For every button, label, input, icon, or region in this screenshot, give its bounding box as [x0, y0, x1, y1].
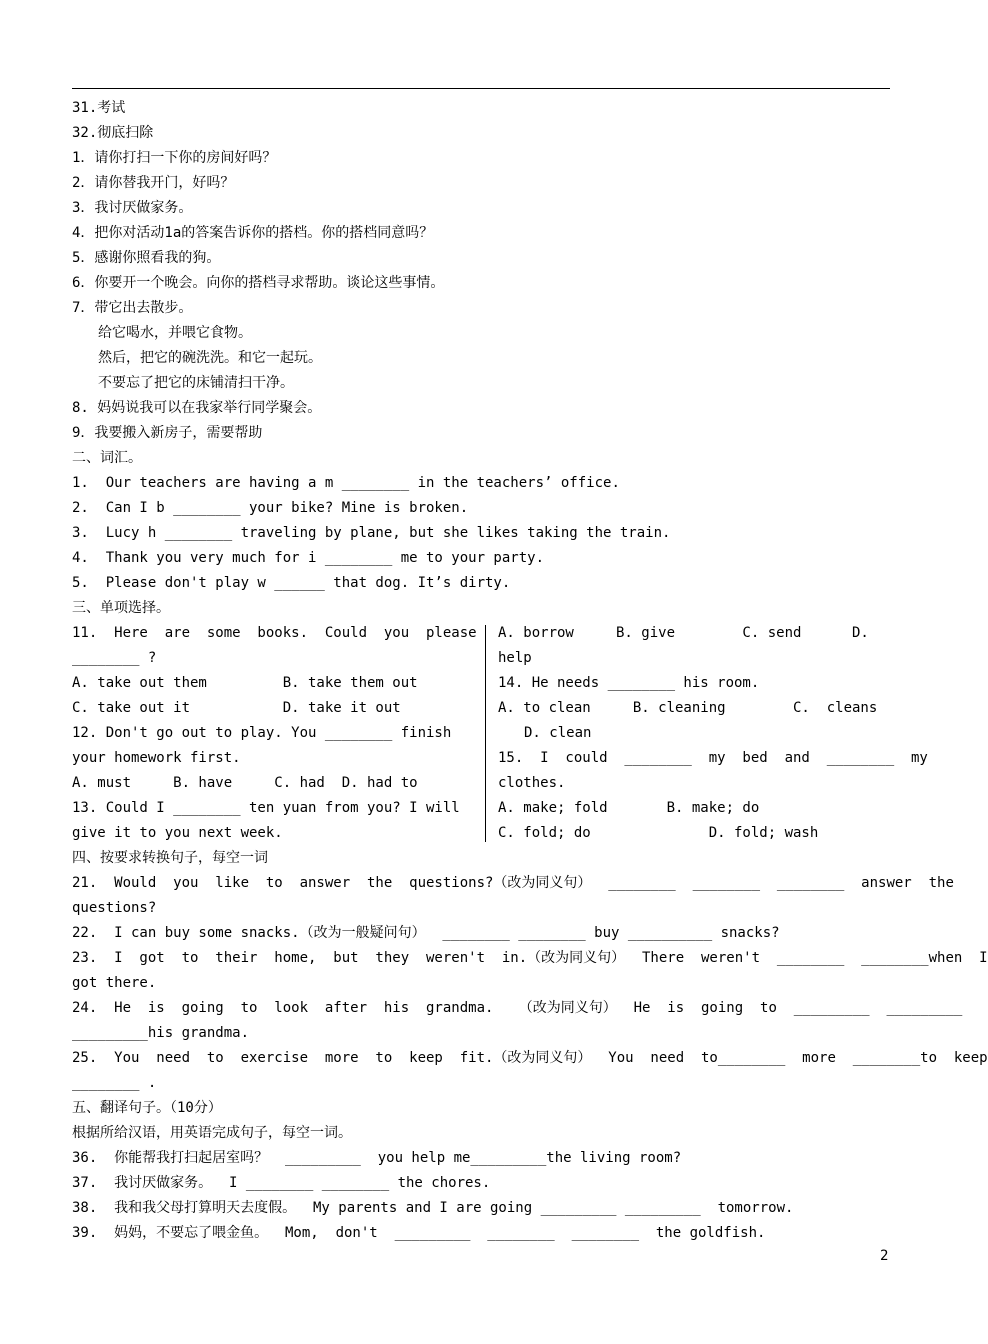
multiple-choice-right-column [498, 621, 928, 846]
translation-question: 39. 妈妈，不要忘了喂金鱼。 Mom, don't _________ ________ ________ the goldfish. [72, 1225, 766, 1241]
transform-line: _________his grandma. [72, 1025, 250, 1041]
choice-line: C. take out it D. take it out [72, 700, 401, 716]
sentence-line: 1．请你打扫一下你的房间好吗？ [72, 150, 277, 166]
sentence-line: 9．我要搬入新房子，需要帮助 [72, 425, 263, 441]
multiple-choice-left-column [72, 621, 477, 846]
sentence-continuation: 不要忘了把它的床铺清扫干净。 [98, 375, 294, 391]
choice-line: A. borrow B. give C. send D. [498, 625, 869, 641]
vocab-question: 2. Can I b ________ your bike? Mine is broken. [72, 500, 469, 516]
choice-line: D. clean [524, 725, 592, 741]
translation-question: 37. 我讨厌做家务。 I ________ ________ the chores. [72, 1175, 491, 1191]
vocab-question: 1. Our teachers are having a m ________ in the teachers’ office. [72, 475, 620, 491]
transform-line: ________ . [72, 1075, 157, 1091]
vocab-question: 5. Please don't play w ______ that dog. It’s dirty. [72, 575, 511, 591]
choice-line: A. to clean B. cleaning C. cleans [498, 700, 878, 716]
transform-line: 24. He is going to look after his grandma. （改为同义句） He is going to _________ _________ [72, 1000, 963, 1016]
choice-line: 12. Don't go out to play. You ________ finish [72, 725, 452, 741]
choice-line: 11. Here are some books. Could you please [72, 625, 477, 641]
translation-question: 36. 你能帮我打扫起居室吗？ _________ you help me_________the living room? [72, 1150, 682, 1166]
translation-intro: 根据所给汉语，用英语完成句子，每空一词。 [72, 1125, 352, 1141]
vocab-question: 3. Lucy h ________ traveling by plane, but she likes taking the train. [72, 525, 671, 541]
choice-line: ________ ? [72, 650, 157, 666]
vocab-line: 32.彻底扫除 [72, 125, 154, 141]
transform-line: 22. I can buy some snacks.（改为一般疑问句） ________ ________ buy __________ snacks? [72, 925, 780, 941]
choice-line: 15. I could ________ my bed and ________ my [498, 750, 928, 766]
vocab-line: 31.考试 [72, 100, 126, 116]
choice-line: give it to you next week. [72, 825, 283, 841]
section-title-multiple-choice: 三、单项选择。 [72, 600, 170, 616]
vocab-question: 4. Thank you very much for i ________ me to your party. [72, 550, 545, 566]
sentence-line: 5．感谢你照看我的狗。 [72, 250, 221, 266]
choice-line: C. fold; do D. fold; wash [498, 825, 819, 841]
section-title-vocabulary: 二、词汇。 [72, 450, 142, 466]
sentence-line: 2．请你替我开门，好吗？ [72, 175, 235, 191]
header-rule [72, 88, 890, 89]
sentence-continuation: 给它喝水，并喂它食物。 [98, 325, 252, 341]
section-title-translation: 五、翻译句子。（10分） [72, 1100, 222, 1116]
choice-line: A. must B. have C. had D. had to [72, 775, 418, 791]
translation-question: 38. 我和我父母打算明天去度假。 My parents and I are going _________ _________ tomorrow. [72, 1200, 794, 1216]
choice-line: 13. Could I ________ ten yuan from you? I will [72, 800, 460, 816]
page-number: 2 [880, 1248, 889, 1264]
choice-line: your homework first. [72, 750, 241, 766]
page-content [72, 96, 988, 1246]
transform-line: 21. Would you like to answer the questions?（改为同义句） ________ ________ ________ answer the [72, 875, 954, 891]
transform-line: 23. I got to their home, but they weren't in.（改为同义句） There weren't ________ ________when I [72, 950, 988, 966]
multiple-choice-columns [72, 621, 928, 846]
transform-line: 25. You need to exercise more to keep fit.（改为同义句） You need to________ more ________to keep [72, 1050, 988, 1066]
section-title-transform: 四、按要求转换句子，每空一词 [72, 850, 268, 866]
column-divider [485, 625, 486, 842]
choice-line: 14. He needs ________ his room. [498, 675, 760, 691]
transform-line: got there. [72, 975, 157, 991]
choice-line: A. make; fold B. make; do [498, 800, 760, 816]
transform-line: questions? [72, 900, 157, 916]
choice-line: help [498, 650, 532, 666]
sentence-line: 8. 妈妈说我可以在我家举行同学聚会。 [72, 400, 322, 416]
sentence-continuation: 然后，把它的碗洗洗。和它一起玩。 [98, 350, 322, 366]
sentence-line: 4．把你对活动1a的答案告诉你的搭档。你的搭档同意吗？ [72, 225, 434, 241]
sentence-line: 7．带它出去散步。 [72, 300, 193, 316]
sentence-line: 6．你要开一个晚会。向你的搭档寻求帮助。谈论这些事情。 [72, 275, 445, 291]
choice-line: clothes. [498, 775, 566, 791]
sentence-line: 3．我讨厌做家务。 [72, 200, 193, 216]
choice-line: A. take out them B. take them out [72, 675, 418, 691]
